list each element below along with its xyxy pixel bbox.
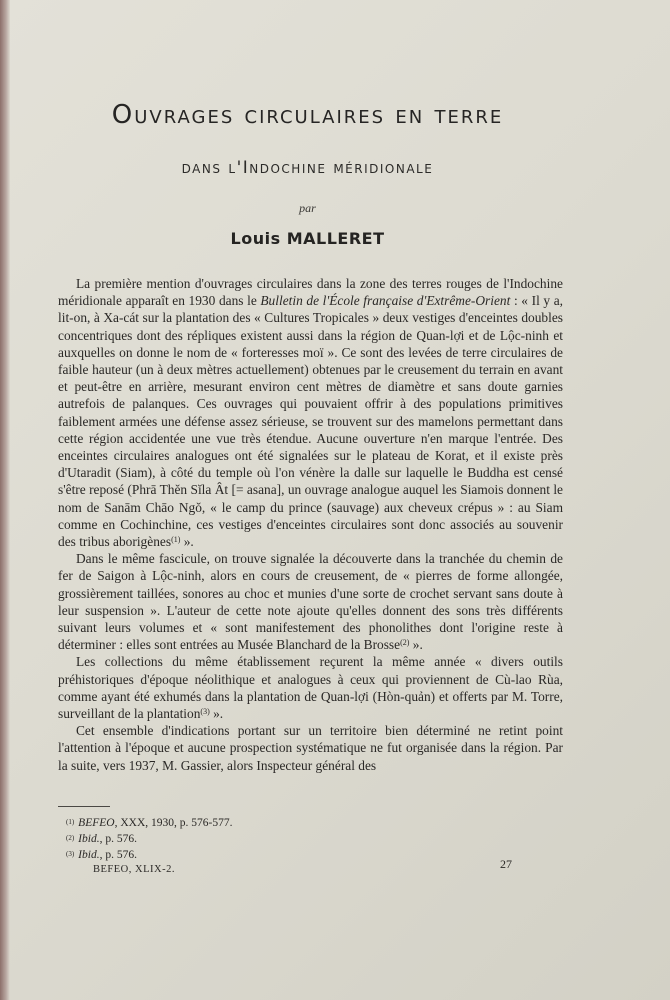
paragraph-1: La première mention d'ouvrages circulaires dans la zone des terres rouges de l'Indochine méridionale apparaît en 1930 dans le Bulletin de l'École française d'Extrême-Orient : « Il y a, lit-on, à Xa-cát sur la plantation des « Cultures Tropicales » deux vestiges d'enceintes doubles concentriques dont des répliques existent aussi dans la région de Quan-lợi et de Lộc-ninh et auxquelles on donne le nom de « forteresses moï ». Ce sont des levées de terre circulaires de faible hauteur (un à deux mètres actuellement) obtenues par le creusement du terrain en avant et peut-être en arrière, mesurant environ cent mètres de diamètre et sans doute garnies autrefois de palanques. Ces ouvrages qui pouvaient offrir à des populations primitives faiblement armées une défense assez sérieuse, se trouvent sur des mamelons permettant dans cette région accidentée une vue très étendue. Aucune ouverture n'en marque l'entrée. Des enceintes circulaires analogues ont été signalées sur le plateau de Korat, et il existe près d'Utaradit (Siam), à côté du temple où l'on vénère la dalle sur laquelle le Buddha est censé s'être reposé (Phrā Thĕn Sĭla Ât [= asana], un ouvrage analogue auquel les Siamois donnent le nom de Sanām Chāo Ngŏ, « le camp du prince (sauvage) aux cheveux crépus » : au Siam comme en Cochinchine, ces vestiges d'enceintes circulaires sont donc associés au souvenir des tribus aborigènes$^{(1)}$ ». — [58, 276, 563, 550]
article-subtitle: dans l'Indochine méridionale — [181, 158, 434, 178]
footnote-3: (3) Ibid., p. 576. — [66, 849, 137, 861]
paragraph-4: Cet ensemble d'indications portant sur un territoire bien déterminé ne retint point l'attention à l'époque et aucune prospection systématique ne fut organisée dans la région. Par la suite, vers 1937, M. Gassier, alors Inspecteur général des — [58, 723, 563, 773]
footnote-ref-2: (2) — [400, 638, 410, 648]
article-body — [58, 275, 563, 774]
page-number: 27 — [500, 857, 512, 871]
footnote-ref-1: (1) — [171, 535, 181, 545]
author-first-name: Louis — [230, 229, 281, 248]
paragraph-2: Dans le même fascicule, on trouve signalée la découverte dans la tranchée du chemin de fer de Saigon à Lộc-ninh, alors en cours de creusement, de « pierres de forme allongée, grossièrement taillées, sonores au choc et munies d'une sorte de crochet servant sans doute à leur suspension ». L'auteur de cette note ajoute qu'elles donnent des sons très différents suivant leurs volumes et « sont manifestement des phonolithes dont l'origine reste à déterminer : elles sont entrées au Musée Blanchard de la Brosse$^{(2)}$ ». — [58, 551, 563, 653]
footnote-ref-3: (3) — [200, 707, 210, 717]
article-title: Ouvrages circulaires en terre — [111, 100, 504, 130]
journal-reference: Bulletin de l'École française d'Extrême-Orient — [260, 293, 511, 309]
page-edge — [0, 0, 10, 1000]
footnote-1: (1) BEFEO, XXX, 1930, p. 576-577. — [66, 817, 233, 829]
paragraph-3: Les collections du même établissement reçurent la même année « divers outils préhistoriques d'époque néolithique et analogues à ceux qui proviennent de Cù-lao Rùa, comme ayant été exhumés dans la plantation de Quan-lợi (Hòn-quản) et offerts par M. Torre, surveillant de la plantation$^{(3)}$ ». — [58, 654, 563, 722]
author-name — [55, 229, 560, 248]
footnote-rule — [58, 806, 110, 807]
footnote-2: (2) Ibid., p. 576. — [66, 833, 137, 845]
byline: par — [299, 201, 316, 215]
author-last-name: MALLERET — [286, 229, 385, 248]
journal-signature: BEFEO, XLIX-2. — [93, 864, 175, 875]
footnotes — [66, 815, 546, 863]
